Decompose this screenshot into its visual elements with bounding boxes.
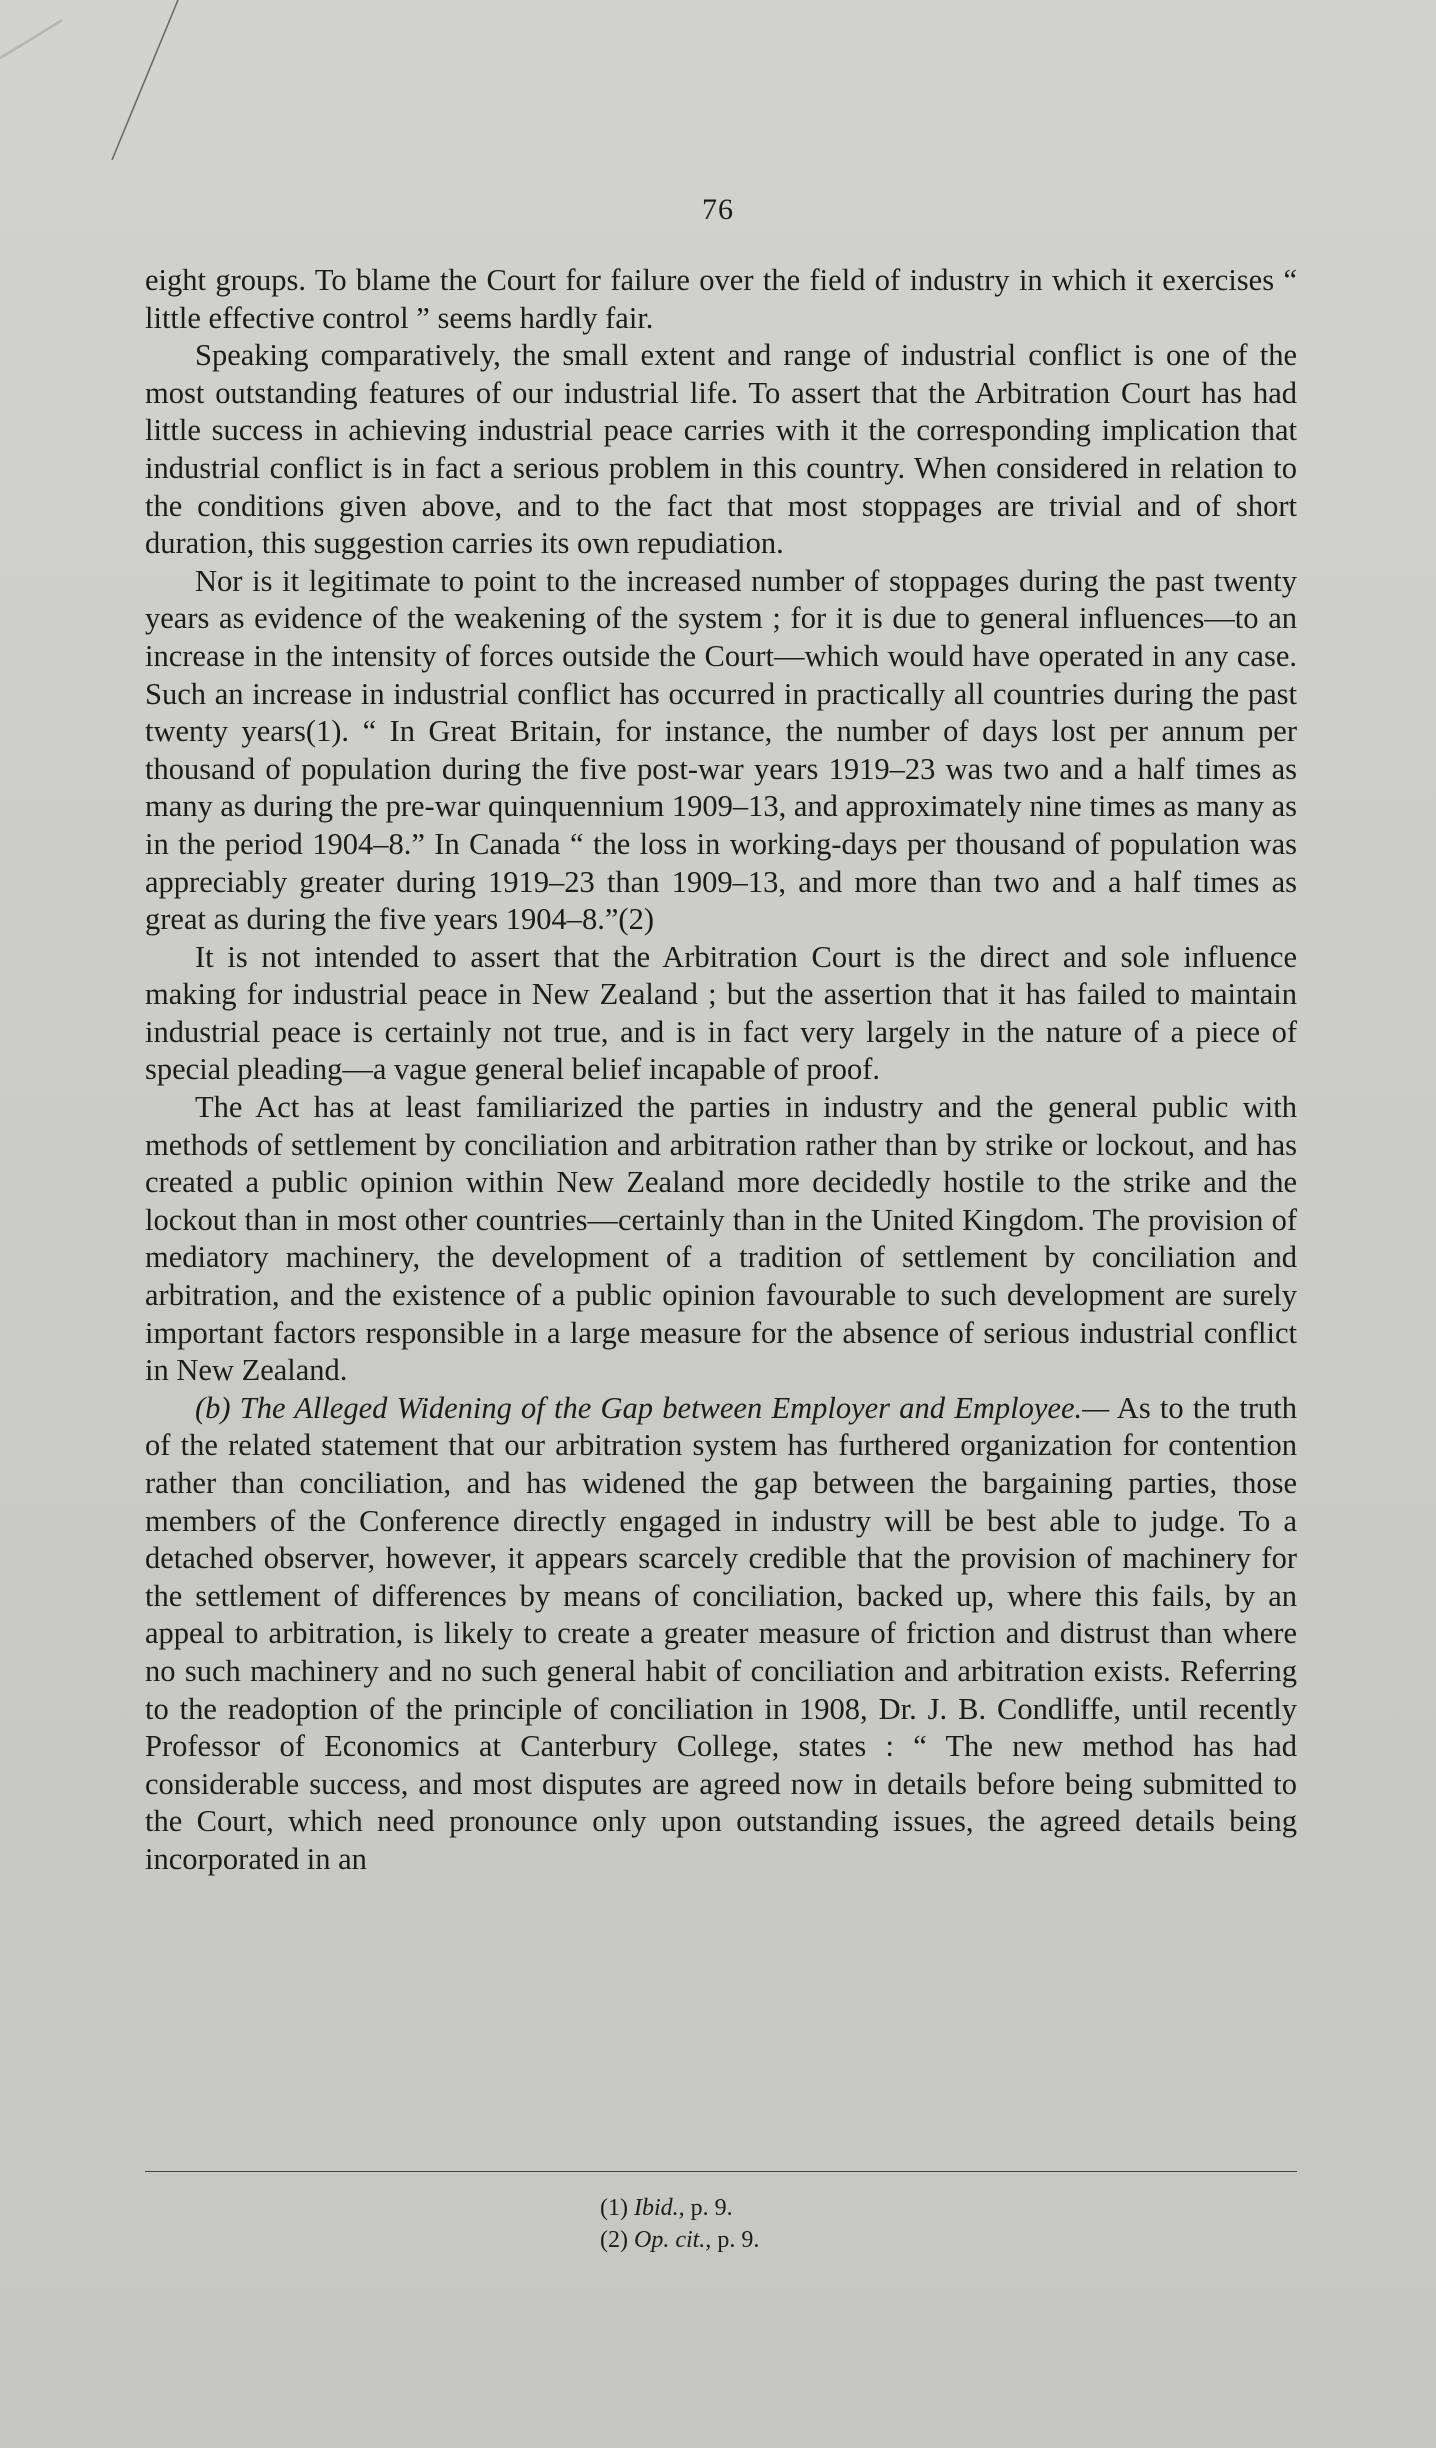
section-heading: (b) The Alleged Widening of the Gap between Employer and Employee.— bbox=[195, 1390, 1110, 1425]
paragraph-5: The Act has at least familiarized the parties in industry and the general public with methods of settlement by conciliation and arbitration rather than by strike or lockout, and has created a public opinion within New Zealand more decidedly hostile to the strike and the lockout than in most other countries—certainly than in the United Kingdom. The provision of mediatory machinery, the development of a tradition of settlement by conciliation and arbitration, and the existence of a public opinion favourable to such development are surely important factors responsible in a large measure for the absence of serious industrial conflict in New Zealand. bbox=[145, 1090, 1297, 1388]
footnotes bbox=[600, 2192, 759, 2256]
paragraph-6 bbox=[145, 1390, 1297, 1879]
paragraph-4: It is not intended to assert that the Arbitration Court is the direct and sole influence making for industrial peace in New Zealand ; but the assertion that it has failed to maintain industrial peace is certainly not true, and is in fact very largely in the nature of a piece of special pleading—a vague general belief incapable of proof. bbox=[145, 939, 1297, 1087]
pencil-mark bbox=[0, 0, 200, 180]
paragraph-2: Speaking comparatively, the small extent and range of industrial conflict is one of the most outstanding features of our industrial life. To assert that the Arbitration Court has had little success in achieving industrial peace carries with it the corresponding implication that industrial conflict is in fact a serious problem in this country. When considered in relation to the conditions given above, and to the fact that most stoppages are trivial and of short duration, this suggestion carries its own repudiation. bbox=[145, 338, 1297, 561]
footnote-2-page: p. 9. bbox=[717, 2227, 760, 2253]
body-text bbox=[145, 262, 1297, 1879]
footnote-1-source: Ibid., bbox=[633, 2195, 685, 2221]
paragraph-6-text: As to the truth of the related statement that our arbitration system has furthered organization for contention rather than conciliation, and has widened the gap between the bargaining parties, those members of the Conference directly engaged in industry will be best able to judge. To a detached observer, however, it appears scarcely credible that the provision of machinery for the settlement of differences by means of conciliation, backed up, where this fails, by an appeal to arbitration, is likely to create a greater measure of friction and distrust than where no such machinery and no such general habit of conciliation and arbitration exists. Referring to the readoption of the principle of conciliation in 1908, Dr. J. B. Condliffe, until recently Professor of Economics at Canterbury College, states : “ The new method has had considerable success, and most disputes are agreed now in details before being submitted to the Court, which need pronounce only upon outstanding issues, the agreed details being incorporated in an bbox=[145, 1390, 1297, 1876]
footnote-2 bbox=[600, 2224, 759, 2256]
page-number: 76 bbox=[702, 193, 734, 226]
footnote-2-marker: (2) bbox=[600, 2227, 628, 2253]
footnote-2-source: Op. cit., bbox=[633, 2227, 712, 2253]
footnote-1-page: p. 9. bbox=[690, 2195, 733, 2221]
paragraph-3: Nor is it legitimate to point to the increased number of stoppages during the past twenty years as evidence of the weakening of the system ; for it is due to general influences—to an increase in the intensity of forces outside the Court—which would have operated in any case. Such an increase in industrial conflict has occurred in practically all countries during the past twenty years(1). “ In Great Britain, for instance, the number of days lost per annum per thousand of population during the five post-war years 1919–23 was two and a half times as many as during the pre-war quinquennium 1909–13, and approximately nine times as many as in the period 1904–8.” In Canada “ the loss in working-days per thousand of population was appreciably greater during 1919–23 than 1909–13, and more than two and a half times as great as during the five years 1904–8.”(2) bbox=[145, 563, 1297, 937]
footnote-1-marker: (1) bbox=[600, 2195, 628, 2221]
footnote-1 bbox=[600, 2192, 759, 2224]
paragraph-1: eight groups. To blame the Court for failure over the field of industry in which it exercises “ little effective control ” seems hardly fair. bbox=[145, 263, 1297, 335]
footnote-divider bbox=[145, 2171, 1297, 2172]
